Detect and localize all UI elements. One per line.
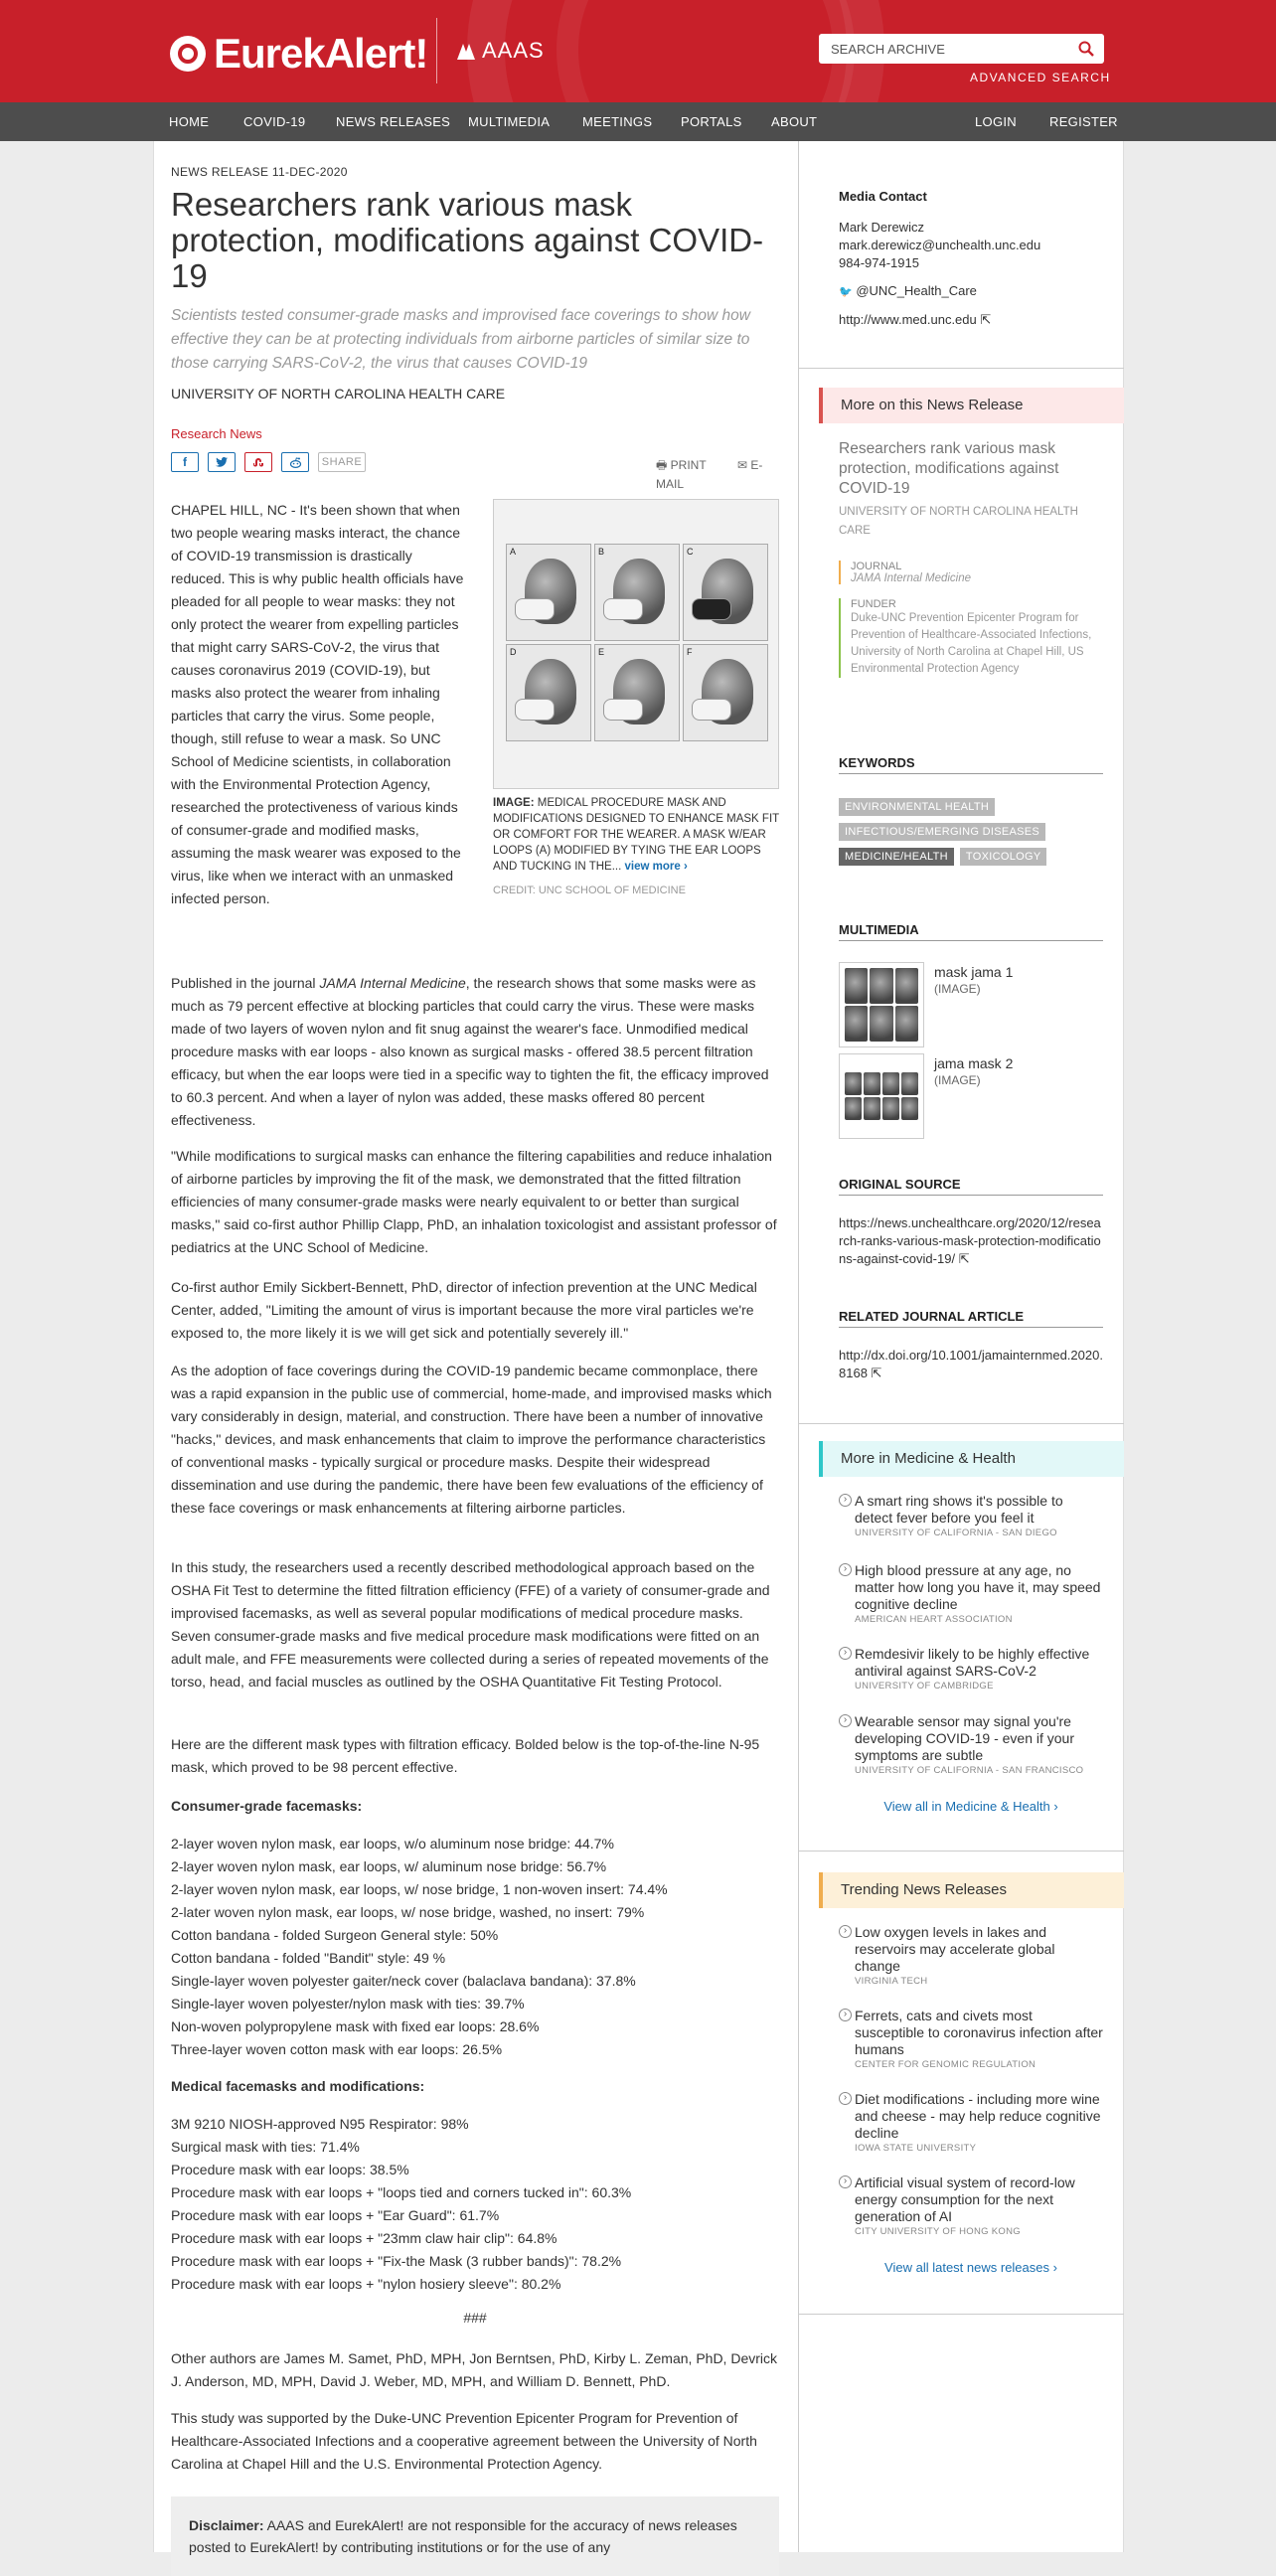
news-title: › A smart ring shows it's possible to detect fever before you feel it xyxy=(839,1493,1103,1527)
twitter-link[interactable] xyxy=(839,282,1103,301)
institution: UNIVERSITY OF NORTH CAROLINA HEALTH CARE xyxy=(171,386,506,402)
keyword-tags xyxy=(839,797,1103,872)
nav-register[interactable]: REGISTER xyxy=(1049,114,1118,129)
multimedia-thumbnail xyxy=(839,962,924,1047)
view-all-medicine-link[interactable]: View all in Medicine & Health › xyxy=(883,1799,1058,1814)
list-item: Procedure mask with ear loops: 38.5% xyxy=(171,2162,409,2177)
list-item: 2-layer woven nylon mask, ear loops, w/ nose bridge, 1 non-woven insert: 74.4% xyxy=(171,1881,668,1897)
section-divider xyxy=(799,1423,1124,1424)
news-title: › Low oxygen levels in lakes and reservoirs may accelerate global change xyxy=(839,1924,1103,1975)
keywords-heading xyxy=(839,755,1103,770)
section-divider xyxy=(799,368,1124,369)
nav-covid[interactable]: COVID-19 xyxy=(243,114,306,129)
paragraph-5: As the adoption of face coverings during the COVID-19 pandemic became commonplace, there was a rapid expansion in the public use of commercial, home-made, and improvised masks which vary considerably in design, material, and construction. There have been a number of innovative "hacks," devices, and mask enhancements that claim to improve the performance characteristics of conventional masks - typically surgical or procedure masks. Despite their widespread dissemination and use during the pandemic, there have been few evaluations of the efficiency of these face coverings or mask enhancements at filtering airborne particles. xyxy=(171,1363,772,1516)
keyword-tag[interactable]: MEDICINE/HEALTH xyxy=(839,848,954,866)
main-nav xyxy=(0,102,1276,141)
view-more-link[interactable]: view more › xyxy=(624,861,688,873)
list-item: Single-layer woven polyester/nylon mask with ties: 39.7% xyxy=(171,1996,525,2012)
view-all-medicine-label: View all in Medicine & Health xyxy=(883,1799,1050,1814)
list-item: Non-woven polypropylene mask with fixed ear loops: 28.6% xyxy=(171,2018,540,2034)
media-contact xyxy=(839,189,1103,329)
list-item: Cotton bandana - folded "Bandit" style: 49 % xyxy=(171,1950,446,1966)
search-input[interactable] xyxy=(819,34,1057,64)
image-panel-d xyxy=(506,644,591,741)
more-title: Researchers rank various mask protection, modifications against COVID-19 xyxy=(839,440,1059,497)
image-panel-c xyxy=(683,544,768,641)
p2-post: , the research shows that some masks were as much as 79 percent effective at blocking particles that could carry the virus. These were masks made of two layers of woven nylon and fit snug against the wearer's face. Unmodified medical procedure masks with ear loops - also known as surgical masks - offered 38.5 percent filtration efficacy, but when the ear loops were tied in a specific way to tighten the fit, the efficacy improved to 60.3 percent. And when a layer of nylon was added, these masks offered 80 percent effectiveness. xyxy=(171,975,769,1128)
news-item[interactable] xyxy=(839,1713,1103,1776)
image-panel-f xyxy=(683,644,768,741)
more-institution: UNIVERSITY OF NORTH CAROLINA HEALTH CARE xyxy=(839,506,1078,537)
nav-portals[interactable]: PORTALS xyxy=(681,114,742,129)
news-item[interactable] xyxy=(839,2174,1103,2237)
original-source-rule xyxy=(839,1195,1103,1196)
medical-heading-text: Medical facemasks and modifications: xyxy=(171,2078,425,2094)
email-link[interactable]: ✉ E-MAIL xyxy=(656,458,763,491)
external-link-icon: ⇱ xyxy=(980,312,992,327)
external-link-icon: ⇱ xyxy=(871,1366,882,1380)
nav-meetings[interactable]: MEETINGS xyxy=(582,114,653,129)
keyword-tag[interactable]: TOXICOLOGY xyxy=(960,848,1047,866)
image-grid xyxy=(506,544,769,742)
stumbleupon-icon[interactable] xyxy=(244,452,272,472)
panel-label: B xyxy=(598,547,605,557)
image-caption xyxy=(493,795,779,875)
list-item: 2-later woven nylon mask, ear loops, w/ nose bridge, washed, no insert: 79% xyxy=(171,1904,645,1920)
reddit-icon[interactable] xyxy=(281,452,309,472)
list-item: Procedure mask with ear loops + "loops tied and corners tucked in": 60.3% xyxy=(171,2184,632,2200)
consumer-heading xyxy=(171,1795,779,1818)
media-contact-heading: Media Contact xyxy=(839,189,927,204)
caption-text: MEDICAL PROCEDURE MASK AND MODIFICATIONS DESIGNED TO ENHANCE MASK FIT OR COMFORT FOR THE WEARER. A MASK W/EAR LOOPS (A) MODIFIED BY TYING THE EAR LOOPS AND TUCKING IN THE... xyxy=(493,797,779,873)
journal-block xyxy=(839,561,1103,584)
more-on-release xyxy=(839,439,1103,678)
news-item[interactable] xyxy=(839,2008,1103,2070)
paragraph-6: In this study, the researchers used a recently described methodological approach based on the OSHA Fit Test to determine the fitted filtration efficiency (FFE) of a variety of consumer-grade and improvised facemasks, as well as several popular modifications of medical procedure masks. Seven consumer-grade masks and five medical procedure mask modifications were fitted on an adult male, and FFE measurements were collected during a series of repeated movements of the torso, head, and facial muscles as outlined by the OSHA Quantitative Fit Testing Protocol. xyxy=(171,1559,770,1690)
news-item[interactable] xyxy=(839,1562,1103,1625)
funder-block xyxy=(839,598,1103,678)
consumer-heading-text: Consumer-grade facemasks: xyxy=(171,1798,363,1814)
journal-label: JOURNAL xyxy=(851,561,902,572)
trending-heading: Trending News Releases xyxy=(819,1872,1124,1908)
article-title: Researchers rank various mask protection, modifications against COVID-19 xyxy=(171,186,764,294)
news-source: UNIVERSITY OF CALIFORNIA - SAN DIEGO xyxy=(855,1528,1057,1538)
website-url: http://www.med.unc.edu xyxy=(839,312,977,327)
view-more-label: view more xyxy=(624,861,681,873)
nav-login[interactable]: LOGIN xyxy=(975,114,1017,129)
medical-heading xyxy=(171,2075,779,2098)
print-label: PRINT xyxy=(670,458,707,472)
list-item: Surgical mask with ties: 71.4% xyxy=(171,2139,360,2155)
category-link[interactable]: Research News xyxy=(171,426,262,441)
caption-label: IMAGE: xyxy=(493,797,535,809)
eurekalert-logo-icon xyxy=(170,36,206,72)
paragraph-3: "While modifications to surgical masks can enhance the filtering capabilities and reduce inhalation of airborne particles by improving the fit of the mask, we demonstrated that the fitted filtration efficiencies of many consumer-grade masks were nearly equivalent to or better than surgical masks," said co-first author Phillip Clapp, PhD, an inhalation toxicologist and assistant professor of pediatrics at the UNC School of Medicine. xyxy=(171,1148,777,1255)
view-all-latest-link[interactable]: View all latest news releases › xyxy=(884,2260,1057,2275)
article-image[interactable] xyxy=(493,499,779,789)
related-article-rule xyxy=(839,1327,1103,1328)
medicine-health-heading: More in Medicine & Health xyxy=(819,1441,1124,1477)
facebook-icon[interactable]: f xyxy=(171,452,199,472)
view-all-latest-label: View all latest news releases xyxy=(884,2260,1049,2275)
news-item[interactable] xyxy=(839,1646,1103,1691)
nav-news-releases[interactable]: NEWS RELEASES xyxy=(336,114,451,129)
list-item: Single-layer woven polyester gaiter/neck cover (balaclava bandana): 37.8% xyxy=(171,1973,636,1989)
original-source-link[interactable] xyxy=(839,1214,1103,1268)
twitter-icon: 🐦 xyxy=(839,286,853,298)
section-separator: ### xyxy=(463,2310,487,2326)
logo-divider xyxy=(436,18,437,83)
related-article-url: http://dx.doi.org/10.1001/jamainternmed.2020.8168 xyxy=(839,1348,1103,1380)
multimedia-heading xyxy=(839,922,1103,937)
mask-shape xyxy=(603,699,643,721)
image-panel-a xyxy=(506,544,591,641)
multimedia-item[interactable] xyxy=(839,1053,1103,1139)
keywords-rule xyxy=(839,773,1103,774)
mask-shape xyxy=(692,598,731,620)
keyword-tag[interactable]: INFECTIOUS/EMERGING DISEASES xyxy=(839,823,1045,841)
site-header xyxy=(0,0,1276,102)
news-title: › High blood pressure at any age, no matter how long you have it, may speed cognitive decline xyxy=(839,1562,1103,1613)
column-divider xyxy=(798,141,799,2552)
mask-shape xyxy=(515,699,555,721)
mask-shape xyxy=(515,598,555,620)
news-item[interactable] xyxy=(839,2091,1103,2154)
news-source: IOWA STATE UNIVERSITY xyxy=(855,2143,977,2154)
multimedia-heading-text: MULTIMEDIA xyxy=(839,922,919,937)
mask-shape xyxy=(603,598,643,620)
related-article-link[interactable] xyxy=(839,1347,1103,1382)
aaas-logo-icon xyxy=(456,40,478,62)
news-source: CENTER FOR GENOMIC REGULATION xyxy=(855,2059,1037,2070)
share-bar xyxy=(171,452,366,472)
image-panel-e xyxy=(594,644,680,741)
paragraph-2 xyxy=(171,972,779,1132)
print-link[interactable]: 🖶 PRINT xyxy=(656,458,707,472)
news-source: UNIVERSITY OF CAMBRIDGE xyxy=(855,1681,994,1691)
email-label: E-MAIL xyxy=(656,458,763,491)
nav-about[interactable]: ABOUT xyxy=(771,114,818,129)
journal-name: JAMA Internal Medicine xyxy=(319,975,466,991)
keyword-tag[interactable]: ENVIRONMENTAL HEALTH xyxy=(839,798,995,816)
logo-text: EurekAlert! xyxy=(214,30,428,77)
original-source-heading-text: ORIGINAL SOURCE xyxy=(839,1177,961,1192)
section-divider xyxy=(799,2314,1124,2315)
news-title: › Ferrets, cats and civets most susceptible to coronavirus infection after humans xyxy=(839,2008,1103,2058)
list-item: Cotton bandana - folded Surgeon General style: 50% xyxy=(171,1927,499,1943)
multimedia-thumbnail xyxy=(839,1053,924,1139)
panel-label: D xyxy=(510,647,517,657)
image-credit: CREDIT: UNC SCHOOL OF MEDICINE xyxy=(493,885,686,896)
funder-label: FUNDER xyxy=(851,598,896,610)
p2-pre: Published in the journal xyxy=(171,975,320,991)
news-source: VIRGINIA TECH xyxy=(855,1976,928,1987)
paragraph-1: CHAPEL HILL, NC - It's been shown that when two people wearing masks interact, the chance of COVID-19 transmission is drastically reduced. This is why public health officials have pleaded for all people to wear masks: they not only protect the wearer from expelling particles that might carry SARS-CoV-2, the virus that causes coronavirus 2019 (COVID-19), but masks also protect the wearer from inhaling particles that carry the virus. Some people, though, still refuse to wear a mask. So UNC School of Medicine scientists, in collaboration with the Environmental Protection Agency, researched the protectiveness of various kinds of consumer-grade and modified masks, assuming the mask wearer was exposed to the virus, like when we interact with an unmasked infected person. xyxy=(171,502,464,906)
list-item: Procedure mask with ear loops + "Fix-the Mask (3 rubber bands)": 78.2% xyxy=(171,2253,622,2269)
news-item[interactable] xyxy=(839,1493,1103,1538)
advanced-search-link[interactable]: ADVANCED SEARCH xyxy=(970,71,1111,84)
paragraph-authors: Other authors are James M. Samet, PhD, MPH, Jon Berntsen, PhD, Kirby L. Zeman, PhD, Devrick J. Anderson, MD, MPH, David J. Weber, MD, MPH, and William D. Bennett, PhD. xyxy=(171,2350,777,2389)
website-link[interactable] xyxy=(839,311,1103,329)
article-utilities xyxy=(656,456,779,491)
release-date: NEWS RELEASE 11-DEC-2020 xyxy=(171,165,348,179)
disclaimer-label: Disclaimer: xyxy=(189,2517,264,2533)
image-panel-b xyxy=(594,544,680,641)
multimedia-rule xyxy=(839,940,1103,941)
search-box xyxy=(819,34,1104,64)
aaas-text: AAAS xyxy=(482,38,545,63)
multimedia-type: (IMAGE) xyxy=(934,1073,981,1087)
news-title: › Wearable sensor may signal you're developing COVID-19 - even if your symptoms are subtle xyxy=(839,1713,1103,1764)
contact-phone: 984-974-1915 xyxy=(839,255,919,270)
panel-label: E xyxy=(598,647,605,657)
list-item: Procedure mask with ear loops + "nylon hosiery sleeve": 80.2% xyxy=(171,2276,561,2292)
external-link-icon: ⇱ xyxy=(958,1251,970,1266)
related-article-heading xyxy=(839,1309,1103,1324)
panel-label: A xyxy=(510,547,517,557)
search-icon[interactable] xyxy=(1078,41,1094,57)
news-title: › Artificial visual system of record-low energy consumption for the next generation of AI xyxy=(839,2174,1103,2225)
original-source-url: https://news.unchealthcare.org/2020/12/research-ranks-various-mask-protection-modifications-against-covid-19/ xyxy=(839,1215,1101,1266)
related-article-heading-text: RELATED JOURNAL ARTICLE xyxy=(839,1309,1025,1324)
multimedia-title: jama mask 2 xyxy=(934,1055,1014,1071)
consumer-list xyxy=(171,1833,779,2061)
news-source: AMERICAN HEART ASSOCIATION xyxy=(855,1614,1013,1625)
list-item: 3M 9210 NIOSH-approved N95 Respirator: 98% xyxy=(171,2116,469,2132)
medical-list xyxy=(171,2113,779,2296)
panel-label: F xyxy=(687,647,693,657)
news-item[interactable] xyxy=(839,1924,1103,1987)
multimedia-item[interactable] xyxy=(839,962,1103,1047)
list-item: Procedure mask with ear loops + "Ear Guard": 61.7% xyxy=(171,2207,500,2223)
aaas-logo[interactable] xyxy=(456,38,545,64)
mask-shape xyxy=(692,699,731,721)
twitter-icon[interactable] xyxy=(208,452,236,472)
share-button[interactable]: SHARE xyxy=(318,452,366,472)
disclaimer-text: AAAS and EurekAlert! are not responsible for the accuracy of news releases posted to EurekAlert! by contributing institutions or for the use of any xyxy=(189,2517,737,2555)
eurekalert-logo[interactable] xyxy=(170,30,427,78)
funder-value: Duke-UNC Prevention Epicenter Program for Prevention of Healthcare-Associated Infections, University of North Carolina at Chapel Hill, US Environmental Protection Agency xyxy=(851,612,1092,675)
paragraph-7: Here are the different mask types with filtration efficacy. Bolded below is the top-of-the-line N-95 mask, which proved to be 98 percent effective. xyxy=(171,1736,760,1775)
news-source: UNIVERSITY OF CALIFORNIA - SAN FRANCISCO xyxy=(855,1765,1084,1776)
nav-multimedia[interactable]: MULTIMEDIA xyxy=(468,114,551,129)
section-divider xyxy=(799,1851,1124,1852)
journal-value: JAMA Internal Medicine xyxy=(851,572,972,584)
multimedia-title: mask jama 1 xyxy=(934,964,1014,980)
paragraph-4: Co-first author Emily Sickbert-Bennett, PhD, director of infection prevention at the UNC Medical Center, added, "Limiting the amount of virus is important because the more viral particles we're exposed to, the more likely it is we will get sick and potentially severely ill." xyxy=(171,1279,757,1341)
more-on-release-heading: More on this News Release xyxy=(819,388,1124,423)
keywords-heading-text: KEYWORDS xyxy=(839,755,915,770)
contact-name: Mark Derewicz xyxy=(839,220,924,235)
article-subtitle: Scientists tested consumer-grade masks and improvised face coverings to show how effective they can be at protecting individuals from airborne particles of similar size to those carrying SARS-CoV-2, the virus that causes COVID-19 xyxy=(171,307,750,372)
multimedia-type: (IMAGE) xyxy=(934,982,981,996)
panel-label: C xyxy=(687,547,694,557)
nav-home[interactable]: HOME xyxy=(169,114,210,129)
list-item: 2-layer woven nylon mask, ear loops, w/ aluminum nose bridge: 56.7% xyxy=(171,1858,607,1874)
list-item: 2-layer woven nylon mask, ear loops, w/o aluminum nose bridge: 44.7% xyxy=(171,1836,614,1852)
news-source: CITY UNIVERSITY OF HONG KONG xyxy=(855,2226,1021,2237)
list-item: Procedure mask with ear loops + "23mm claw hair clip": 64.8% xyxy=(171,2230,558,2246)
paragraph-funding: This study was supported by the Duke-UNC Prevention Epicenter Program for Prevention of Healthcare-Associated Infections and a cooperative agreement between the University of North Carolina at Chapel Hill and the U.S. Environmental Protection Agency. xyxy=(171,2410,757,2472)
list-item: Three-layer woven cotton mask with ear loops: 26.5% xyxy=(171,2041,503,2057)
original-source-heading xyxy=(839,1177,1103,1192)
news-title: › Diet modifications - including more wine and cheese - may help reduce cognitive decline xyxy=(839,2091,1103,2142)
header-decoration xyxy=(557,0,855,102)
news-title: › Remdesivir likely to be highly effective antiviral against SARS-CoV-2 xyxy=(839,1646,1103,1680)
twitter-handle: @UNC_Health_Care xyxy=(856,283,977,298)
disclaimer-box xyxy=(171,2496,779,2576)
contact-email[interactable]: mark.derewicz@unchealth.unc.edu xyxy=(839,238,1041,252)
